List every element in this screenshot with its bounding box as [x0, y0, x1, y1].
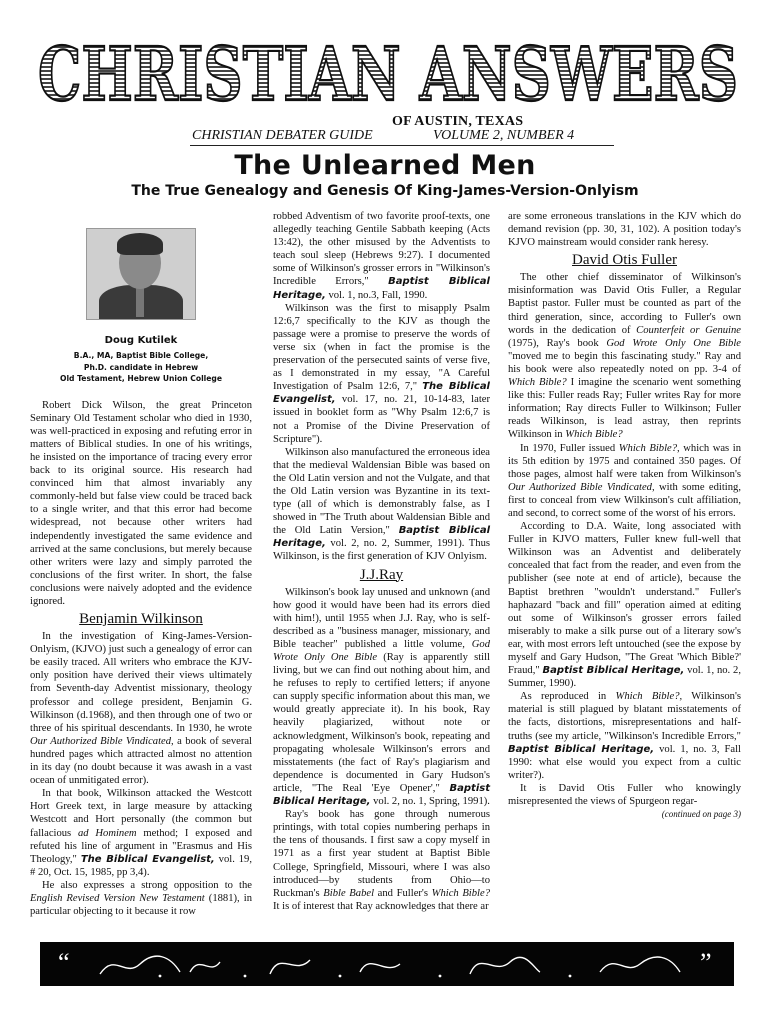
paragraph: It is David Otis Fuller who knowingly misrepresented the views of Spurgeon regar-	[508, 782, 741, 808]
close-quote: ”	[700, 948, 712, 977]
article-subtitle: The True Genealogy and Genesis Of King-James-Version-Onlyism	[131, 183, 639, 199]
paragraph: In 1970, Fuller issued Which Bible?, which was in its 5th edition by 1975 and contained 350 pages. Of those pages, almost half were taken from Wilkinson's Our Authorized Bible Vindicated, with some editing, first to conceal from view Wilkinson's cult affiliation, and second, to correct some of the worst of his errors.	[508, 442, 741, 519]
paragraph: Wilkinson also manufactured the erroneous idea that the medieval Waldensian Bible was based on the Old Latin version and not the Vulgate, and that the Old Latin version was Byzantine in its text-type (all of which is demonstrably false, as I showed in "The Truth about Waldensian Bible and the Old Latin Version," Baptist Biblical Heritage, vol. 2, no. 2, Summer, 1991). Thus Wilkinson, is the first generation of KJV Onlyism.	[273, 446, 490, 563]
paragraph: The other chief disseminator of Wilkinson's misinformation was David Otis Fuller, a Regular Baptist pastor. Fuller must be counted as part of the third generation, since, according to Fuller's own words in the dedication of Counterfeit or Genuine (1975), Ray's book God Wrote Only One Bible "moved me to begin this fascinating study." Ray and his book were also repeatedly noted on pp. 3-4 of Which Bible? I imagine the scenario went something like this: Fuller reads Ray; Fuller writes Ray for more information; Ray directs Fuller to Wilkinson; Fuller reads Wilkinson, is lead astray, then reprints Wilkinson in Which Bible?	[508, 272, 741, 441]
masthead-rule	[190, 145, 614, 146]
author-name: Doug Kutilek	[104, 335, 178, 346]
banner-script-decoration	[40, 942, 734, 986]
paragraph: As reproduced in Which Bible?, Wilkinson's material is still plagued by blatant misstatements of the facts, distortions, misrepresentations and half-truths (see my article, "Wilkinson's Incredible Errors," Baptist Biblical Heritage, vol. 1, no. 3, Fall 1990: what else would you expect from a cultic writer?).	[508, 691, 741, 781]
masthead	[28, 18, 748, 118]
credential-line: B.A., MA, Baptist Bible College,	[73, 351, 209, 361]
open-quote: “	[58, 948, 70, 977]
volume-number: VOLUME 2, NUMBER 4	[433, 128, 575, 143]
guide-title: CHRISTIAN DEBATER GUIDE	[192, 128, 373, 143]
paragraph: are some erroneous translations in the KJV which do demand revision (pp. 30, 31, 102). A position today's KJVO mainstream would consider rank heresy.	[508, 211, 741, 249]
paragraph: Wilkinson was the first to misapply Psalm 12:6,7 specifically to the KJV as though the passage were a promise to preserve the words of verse six (when in fact the promise is the preservation of the persecuted saints of verse five, as I demonstrated in my essay, "A Careful Investigation of Psalm 12:6, 7," The Biblical Evangelist, vol. 17, no. 21, 10-14-83, later issued in booklet form as "Why Psalm 12:6,7 is not a Promise of the Divine Preservation of Scripture").	[273, 302, 490, 445]
author-photo	[86, 228, 196, 320]
city-line: OF AUSTIN, TEXAS	[392, 114, 524, 129]
quote-banner	[40, 942, 734, 986]
paragraph: Robert Dick Wilson, the great Princeton Seminary Old Testament scholar who died in 1930, was well-practiced in exposing and refuting error in matters of Biblical studies. In one of his writings, he insisted on the importance of tracing every error back to its original source. His research had convinced him that almost invariably any commonly-held but false view could be traced back to a single writer, and that this error had become widespread, not because other writers had independently investigated the same evidence and arrived at the same conclusions, but merely because other writers were lazy and simply parroted the conclusions of the first writer. In short, the false conclusions were naively adopted and the evidence ignored.	[30, 399, 252, 607]
paragraph: In that book, Wilkinson attacked the Westcott Hort Greek text, in large measure by attacking Westcott and Hort personally (the common but fallacious ad Hominem method; I exposed and refuted his line of argument in "Erasmus and His Theology," The Biblical Evangelist, vol. 19, # 20, Oct. 15, 1985, pp 3,4).	[30, 788, 252, 878]
credential-line: Old Testament, Hebrew Union College	[59, 374, 223, 384]
paragraph: Ray's book has gone through numerous printings, with total copies numbering perhaps in the tens of thousands. I first saw a copy myself in 1971 as a first year student at Baptist Bible College, Springfield, Missouri, where I was also introduced—by students from Ohio—to Ruckman's Bible Babel and Fuller's Which Bible? It is of interest that Ray acknowledges that there ar	[273, 809, 490, 912]
paragraph: In the investigation of King-James-Version-Onlyism, (KJVO) just such a genealogy of error can be easily traced. All writers who embrace the KJV-only position have derived their views ultimately from Seventh-day Adventist missionary, theology professor and college president, Benjamin G. Wilkinson (d.1968), and then through one of two or three of his spiritual descendants. In 1930, he wrote Our Authorized Bible Vindicated, a book of several hundred pages which attracted almost no attention in its day (no doubt because it was awash in a vast ocean of unmitigated error).	[30, 631, 252, 787]
credential-line: Ph.D. candidate in Hebrew	[83, 362, 199, 372]
section-heading-fuller: David Otis Fuller	[572, 252, 677, 269]
continued-note: (continued on page 3)	[661, 809, 741, 820]
svg-text:CHRISTIAN ANSWERS: CHRISTIAN ANSWERS	[38, 32, 738, 118]
column-1	[30, 210, 252, 918]
paragraph: He also expresses a strong opposition to the English Revised Version New Testament (1881), in particular objecting to it because it row	[30, 879, 252, 918]
article-title: The Unlearned Men	[234, 150, 536, 181]
section-heading-wilkinson: Benjamin Wilkinson	[79, 611, 203, 628]
paragraph: Wilkinson's book lay unused and unknown (and how good it would have been had its errors died with him!), until 1955 when J.J. Ray, who is self-described as a "business manager, missionary, and Bible teacher" published a little volume, God Wrote Only One Bible (Ray is apparently still living, but we can find out nothing about him, and he refuses to reply to certified letters; if anyone can supply specific information about this man, we would greatly appreciate it). In his book, Ray heavily plagiarized, without note or acknowledgment, Wilkinson's book, repeating and propagating wholesale Wilkinson's errors and misstatements (the fact of Ray's plagiarism and dependence is documented in Gary Hudson's article, "The Real 'Eye Opener'," Baptist Biblical Heritage, vol. 2, no. 1, Spring, 1991).	[273, 586, 490, 808]
author-credentials	[30, 350, 252, 385]
column-3	[508, 210, 741, 821]
masthead-logo	[28, 18, 748, 118]
section-heading-ray: J.J.Ray	[359, 566, 404, 583]
paragraph: robbed Adventism of two favorite proof-texts, one allegedly teaching Gentile Sabbath keeping (Acts 13:42), the other misused by the Adventists to teach soul sleep (Hebrews 9:27). I documented some of Wilkinson's grosser errors in "Wilkinson's Incredible Errors," Baptist Biblical Heritage, vol. 1, no.3, Fall, 1990.	[273, 211, 490, 301]
column-2	[273, 210, 490, 913]
paragraph: According to D.A. Waite, long associated with Fuller in KJVO matters, Fuller knew full-well that Wilkinson was an Adventist and deliberately concealed that fact from the reader, and even from the publisher (see note at end of article), because the Baptist brethren "wouldn't understand." Fuller's haphazard "back and fill" operation aimed at editing out some of Wilkinson's grosser errors failed miserably to make a silk purse out of a literary sow's ear, with most errors left untouched (see the expose by myself and Gary Hudson, "The Great 'Which Bible?' Fraud," Baptist Biblical Heritage, vol. 1, no. 2, Summer, 1990).	[508, 521, 741, 690]
